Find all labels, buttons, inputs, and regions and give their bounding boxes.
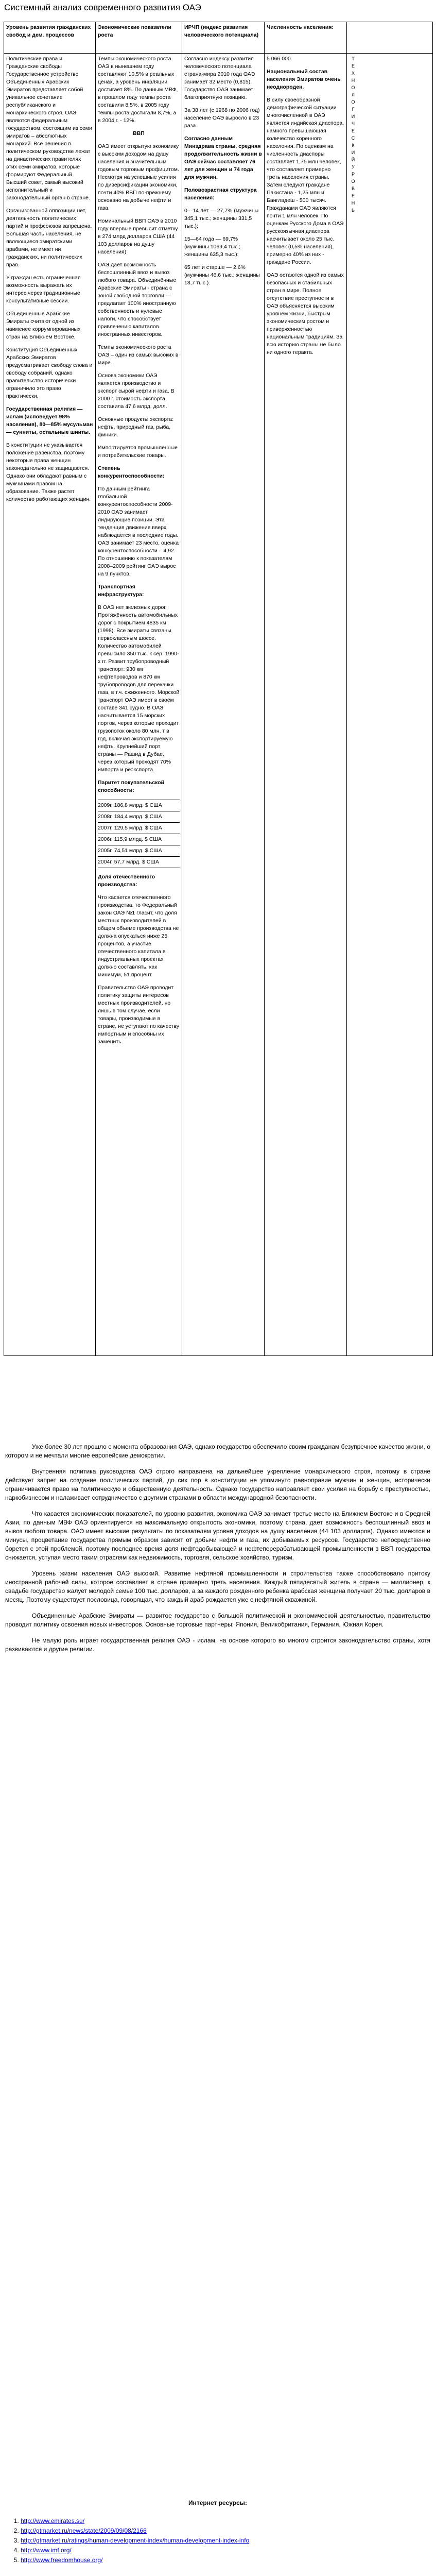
cell-paragraphs xyxy=(98,55,180,794)
cell-paragraph: У граждан есть ограниченная возможность выражать их интерес через традиционные консультативные сессии. xyxy=(6,275,81,304)
cell-population xyxy=(265,54,347,1356)
cell-paragraph: Номинальный ВВП ОАЭ в 2010 году впервые превысит отметку в 274 млрд долларов США (44 103 долларов на душу населения) xyxy=(98,218,178,255)
header-cell-civil-liberties: Уровень развития гражданских свобод и дем. процессов xyxy=(4,22,96,54)
cell-paragraph: ОАЭ имеет открытую экономику с высоким доходом на душу населения и значительным годовым торговым профицитом. Несмотря на успешные усилия по диверсификации экономики, почти 40% ВВП по-прежнему основано на добыче нефти и газа. xyxy=(98,143,179,211)
document-title: Системный анализ современного развития ОАЭ xyxy=(4,3,201,12)
table-header-row xyxy=(4,22,433,54)
cell-paragraph: ОАЭ дает возможность беспошлинный ввоз и вывоз любого товара. Объединённые Арабские Эмираты - страна с зоной свободной торговли — предлагает 100% иностранную собственность и нулевые налоги, что способствует привлечению капиталов иностранных инвесторов. xyxy=(98,262,177,337)
cell-civil-liberties xyxy=(4,54,96,1356)
cell-paragraph: Паритет покупательской способности: xyxy=(98,779,165,793)
body-paragraph: Не малую роль играет государственная религия ОАЭ - ислам, на основе которого во многом строится законодательство страны, хотя развиваются и другие религии. xyxy=(5,1637,430,1653)
ppp-row: 2008г. 184,4 млрд. $ США xyxy=(98,811,180,823)
cell-paragraphs xyxy=(6,55,93,503)
cell-paragraph: ВВП xyxy=(133,130,145,137)
table-body-row xyxy=(4,54,433,1356)
cell-paragraph: Степень конкурентоспособности: xyxy=(98,465,165,479)
body-paragraph: Что касается экономических показателей, по уровню развития, экономика ОАЭ занимает третье место на Ближнем Востоке и в Средней Азии, по данным МВФ ОАЭ ориентируется на максимальную открытость экономики, поэтому страна, дает возможность беспошлинный ввоз и вывоз любого товара. ОАЭ имеет высокие результаты по показателям уровня доходов на душу населения (44 103 долларов). Однако имеются и минусы, процветание государства прямым образом зависит от добычи нефти и газа, их добываемых ресурсов. Государство непосредственно борется с этой проблемой, поэтому последнее время доля нефтедобывающей и нефтеперерабатывающей промышленности в ВВП государства снижается, уступая место таким отраслям как недвижимость, торговля, сельское хозяйство, туризм. xyxy=(5,1510,430,1561)
resource-link[interactable]: http://gtmarket.ru/news/state/2009/09/08/2166 xyxy=(21,2527,147,2534)
cell-paragraph: За 38 лет (с 1968 по 2006 год) население ОАЭ выросло в 23 раза. xyxy=(184,107,260,129)
resource-item xyxy=(21,2546,430,2555)
header-cell-technology xyxy=(347,22,433,54)
cell-paragraph: Транспортная инфраструктура: xyxy=(98,584,144,598)
resource-link[interactable]: http://www.imf.org/ xyxy=(21,2547,72,2554)
ppp-row: 2005г. 74,51 млрд. $ США xyxy=(98,845,180,857)
cell-paragraph: 65 лет и старше — 2,6% (мужчины 46,6 тыс.; женщины 18,7 тыс.). xyxy=(184,264,260,286)
ppp-table xyxy=(98,800,180,868)
ppp-row: 2004г. 57,7 млрд. $ США xyxy=(98,857,180,868)
cell-paragraph: Импортируется промышленные и потребительские товары. xyxy=(98,445,178,459)
cell-paragraph: Основа экономики ОАЭ является производство и экспорт сырой нефти и газа. В 2000 г. стоимость экспорта составила 47,6 млрд. долл. xyxy=(98,372,175,410)
cell-paragraphs xyxy=(98,873,180,1046)
cell-paragraph: По данным рейтинга глобальной конкурентоспособности 2009-2010 ОАЭ занимает лидирующие позиции. Эта тенденция движения вверх наблюдается в последние годы. ОАЭ занимает 23 место, оценка конкурентоспособности – 4,92. По отношению к показателям 2008–2009 рейтинг ОАЭ вырос на 9 пунктов. xyxy=(98,486,179,577)
cell-paragraph: Согласно данным Минздрава страны, средняя продолжительность жизни в ОАЭ сейчас составляет 76 лет для женщин и 74 года для мужчин. xyxy=(184,135,262,180)
resource-item xyxy=(21,2517,430,2526)
cell-paragraph: Что касается отечественного производства, то Федеральный закон ОАЭ №1 гласит, что доля местных производителей в общем объеме производства не должна опускаться ниже 25 процентов, а участие отечественного капитала в индустриальных проектах должно составлять, как минимум, 51 процент. xyxy=(98,894,179,978)
cell-paragraph: Политические права и Гражданские свободы Государственное устройство Объединённых Арабских Эмиратов представляет собой уникальное сочетание республиканского и монархического строя. ОАЭ являются федеральным государством, состоящим из семи эмиратов – абсолютных монархий. Все решения в политическом руководстве лежат на династических правителях этих семи эмиратов, которые формируют Федеральный Высший совет, самый высокий исполнительный и законодательный орган в стране. xyxy=(6,56,92,201)
cell-paragraph: Национальный состав населения Эмиратов очень неоднороден. xyxy=(267,69,341,90)
cell-paragraph: Объединенные Арабские Эмираты считают одной из наименее коррумпированных стран на Ближнем Востоке. xyxy=(6,311,81,340)
header-cell-hdi: ИРЧП (индекс развития человеческого потенциала) xyxy=(182,22,265,54)
cell-paragraph: Согласно индексу развития человеческого потенциала страна-мира 2010 года ОАЭ занимает 32 место (0,815). Государство ОАЭ занимает благоприятную позицию. xyxy=(184,56,255,100)
ppp-row: 2009г. 186,8 млрд. $ США xyxy=(98,800,180,811)
resources-heading: Интернет ресурсы: xyxy=(188,2499,247,2506)
cell-paragraph: Конституция Объединенных Арабских Эмиратов предусматривает свободу слова и свободу собраний, однако правительство исторически ограничило это право практически. xyxy=(6,347,93,399)
cell-paragraph: Доля отечественного производства: xyxy=(98,874,155,888)
cell-paragraph: 15—64 года — 69,7% (мужчины 1069,4 тыс.; женщины 635,3 тыс.); xyxy=(184,236,241,258)
cell-technology xyxy=(347,54,433,1356)
cell-paragraph: В силу своеобразной демографической ситуации многочисленной в ОАЭ является индийская диаспора, намного превышающая количество коренного населения. По оценкам на численность диаспоры составляет 1,75 млн человек, что составляет примерно треть населения страны. Затем следуют граждане Пакистана - 1,25 млн и Бангладеш - 500 тысяч. Гражданами ОАЭ являются почти 1 млн человек. По оценкам Русского Дома в ОАЭ русскоязычная диаспора насчитывает около 25 тыс. человек (0,5% населения), примерно 40% из них - граждане России. xyxy=(267,97,344,265)
resource-link[interactable]: http://www.emirates.su/ xyxy=(21,2517,85,2524)
body-paragraph: Внутренняя политика руководства ОАЭ строго направлена на дальнейшее укрепление монархического строя, поэтому в стране действует запрет на создание политических партий, до сих пор в конституции не упоминуто равноправие мужчин и женщин, исторически ограничивается право на политическую и общественную деятельность. Однако государство направляет свои усилия на борьбу с преступностью, наркобизнесом и налаживает сотрудничество с другими странами в области международной безопасности. xyxy=(5,1468,430,1501)
resources-list xyxy=(5,2517,430,2565)
body-paragraph: Уже более 30 лет прошло с момента образования ОАЭ, однако государство обеспечило своим гражданам безупречное качество жизни, о котором и не мечтали многие европейские демократии. xyxy=(5,1443,430,1459)
resource-item xyxy=(21,2536,430,2545)
internet-resources xyxy=(5,2499,430,2566)
technology-vertical-label: Т Е Х Н О Л О Г И Ч Е С К И Й У Р О В Е Н Ь xyxy=(351,56,355,213)
header-cell-population: Численность населения: xyxy=(265,22,347,54)
resource-item xyxy=(21,2527,430,2535)
header-cell-economy: Экономические показатели роста xyxy=(96,22,182,54)
cell-paragraph: Правительство ОАЭ проводит политику защиты интересов местных производителей, но лишь в том случае, если товары, производимые в стране, не уступают по качеству импортным и способны их заменить. xyxy=(98,985,180,1045)
cell-paragraphs xyxy=(184,55,262,287)
resource-item xyxy=(21,2556,430,2565)
cell-economy xyxy=(96,54,182,1356)
cell-paragraph: Основные продукты экспорта: нефть, природный газ, рыба, финики. xyxy=(98,416,174,438)
cell-paragraph: В ОАЭ нет железных дорог. Протяжённость автомобильных дорог с покрытием 4835 км (1998). Все эмираты связаны первоклассным шоссе. Количество автомобилей превысило 350 тыс. к сер. 1990-х гг. Развит трубопроводный транспорт: 930 км нефтепроводов и 870 км трубопроводов для перекачки газа, в т.ч. сжиженного. Морской транспорт ОАЭ имеет в своём составе 341 судно. В ОАЭ насчитывается 15 морских портов, через которые проходит грузопоток около 80 млн. т в год, включая экспортируемую нефть. Крупнейший порт страны — Рашид в Дубае, через который проходят 70% импорта и реэкспорта. xyxy=(98,604,180,773)
ppp-row: 2006г. 115,9 млрд. $ США xyxy=(98,834,180,845)
summary-text xyxy=(5,1443,430,1661)
cell-hdi xyxy=(182,54,265,1356)
body-paragraph: Объединенные Арабские Эмираты — развитое государство с большой политической и экономической деятельностью, правительство проводит политику освоения новых инвесторов. Основные торговые партнеры: Япония, Великобритания, Германия, Южная Корея. xyxy=(5,1612,430,1628)
resource-link[interactable]: http://gtmarket.ru/ratings/human-development-index/human-development-index-info xyxy=(21,2537,250,2544)
analysis-table xyxy=(4,22,433,1356)
cell-paragraphs xyxy=(267,55,344,357)
cell-paragraph: В конституции не указывается положение равенства, поэтому некоторые права женщин законодательно не защищаются. Однако они обладают равным с мужчинами правом на образование. Также растет количество работающих женщин. xyxy=(6,442,91,502)
cell-paragraph: Государственная религия — ислам (исповедует 98% населения), 80—85% мусульман — сунниты, остальные шииты. xyxy=(6,406,93,435)
resource-link[interactable]: http://www.freedomhouse.org/ xyxy=(21,2556,103,2564)
ppp-row: 2007г. 129,5 млрд. $ США xyxy=(98,823,180,834)
cell-paragraph: Организованной оппозиции нет, деятельность политических партий и профсоюзов запрещена. Большая часть населения, не являющиеся эмиратскими арабами, не имеет ни гражданских, ни политических прав. xyxy=(6,208,92,268)
cell-paragraph: Темпы экономического роста ОАЭ – один из самых высоких в мире. xyxy=(98,344,179,366)
cell-paragraph: ОАЭ остаются одной из самых безопасных и стабильных стран в мире. Полное отсутствие преступности в ОАЭ объясняется высоким уровнем жизни, быстрым экономическим ростом и приверженностью национальным традициям. За всю историю страны не было ни одного теракта. xyxy=(267,272,344,355)
cell-paragraph: 5 066 000 xyxy=(267,56,291,62)
cell-paragraph: Половозрастная структура населения: xyxy=(184,187,257,201)
cell-paragraph: Темпы экономического роста ОАЭ в нынешнем году составляют 10,5% в реальных ценах, а уровень инфляции достигает 8%. По данным МВФ, в прошлом году темпы роста составили 8,5%, в 2005 году темпы роста достигали 8,7%, а в 2004 г. - 12%. xyxy=(98,56,178,124)
body-paragraph: Уровень жизни населения ОАЭ высокий. Развитие нефтяной промышленности и строительства также способствовало притоку иностранной рабочей силы, которое составляет в стране примерно треть населения. Каждый пятидесятый житель в стране — миллионер, к свадьбе государство жалует молодой семье 100 тыс. долларов, а за каждого рожденного ребенка арабская женщина получает 20 тыс. долларов в месяц. Поэтому существует пословица, говорящая, что каждый араб рождается уже с нефтяной скважиной. xyxy=(5,1570,430,1603)
cell-paragraph: 0—14 лет — 27,7% (мужчины 345,1 тыс.; женщины 331,5 тыс.); xyxy=(184,208,259,229)
